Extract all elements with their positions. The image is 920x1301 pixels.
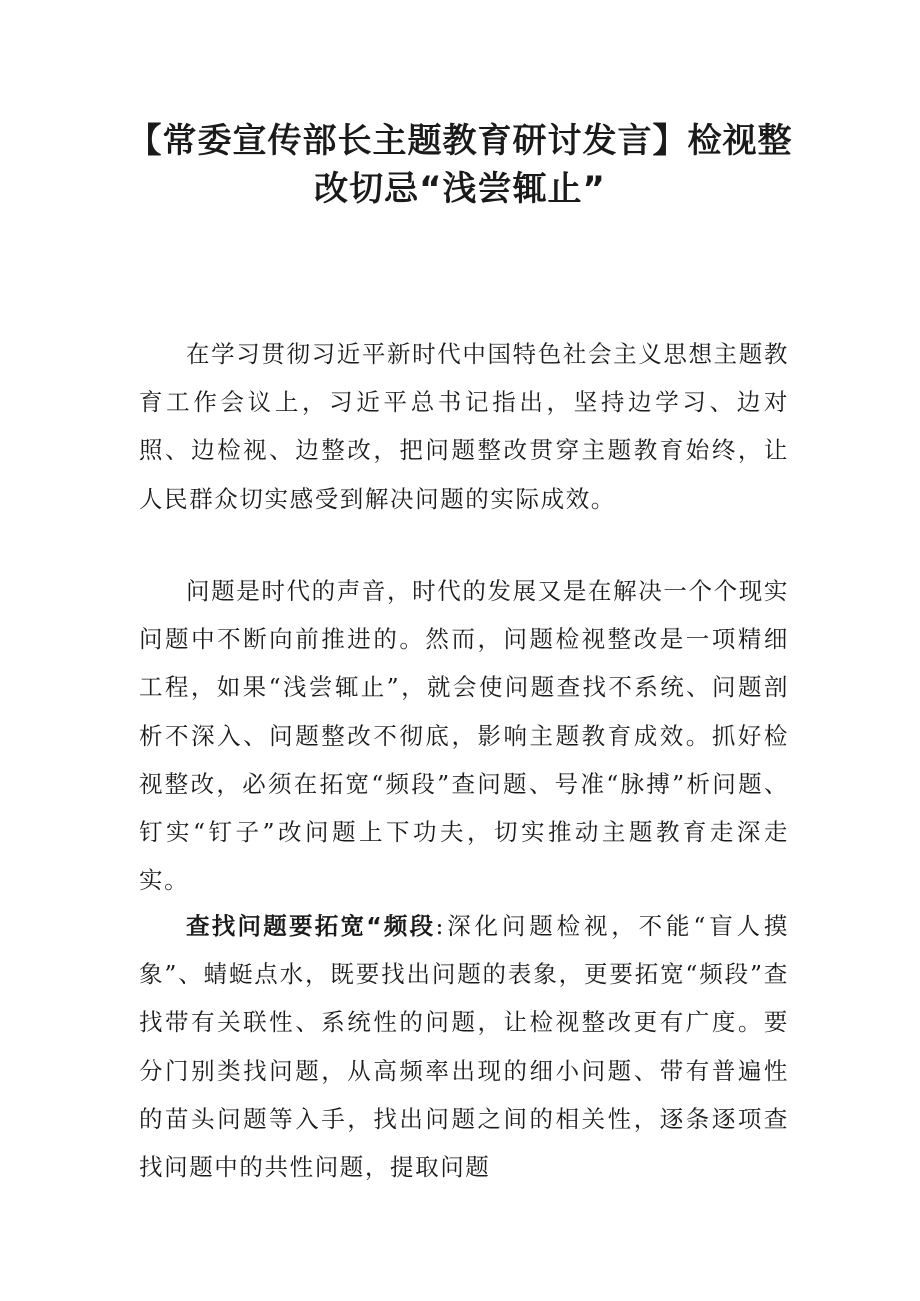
document-title-line-2: 改切忌“浅尝辄止” xyxy=(314,169,606,209)
body-paragraph-2 xyxy=(139,567,789,904)
paragraph-2-text: 问题是时代的声音，时代的发展又是在解决一个个现实问题中不断向前推进的。然而，问题检视整改是一项精细工程，如果“浅尝辄止”，就会使问题查找不系统、问题剖析不深入、问题整改不彻底，影响主题教育成效。抓好检视整改，必须在拓宽“频段”查问题、号准“脉搏”析问题、钉实“钉子”改问题上下功夫，切实推动主题教育走深走实。 xyxy=(139,577,789,895)
paragraph-3-text: :深化问题检视，不能“盲人摸象”、蜻蜓点水，既要找出问题的表象，更要拓宽“频段”查找带有关联性、系统性的问题，让检视整改更有广度。要分门别类找问题，从高频率出现的细小问题、带有普遍性的苗头问题等入手，找出问题之间的相关性，逐条逐项查找问题中的共性问题，提取问题 xyxy=(139,912,789,1182)
paragraph-3-lead-heading: 查找问题要拓宽“频段 xyxy=(186,912,436,940)
document-title-line-1: 【常委宣传部长主题教育研讨发言】检视整 xyxy=(127,121,793,161)
body-paragraph-1 xyxy=(139,330,789,523)
paragraph-1-text: 在学习贯彻习近平新时代中国特色社会主义思想主题教育工作会议上，习近平总书记指出，坚持边学习、边对照、边检视、边整改，把问题整改贯穿主题教育始终，让人民群众切实感受到解决问题的实际成效。 xyxy=(139,340,789,513)
body-paragraph-3 xyxy=(139,902,789,1191)
